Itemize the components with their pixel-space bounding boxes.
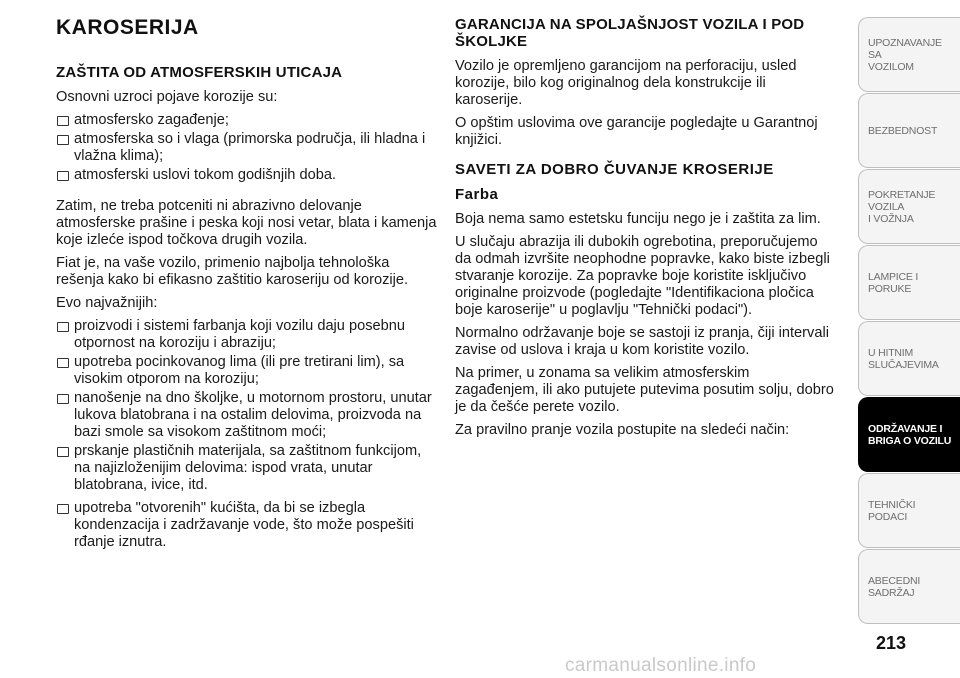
warranty-paragraph-1: Vozilo je opremljeno garancijom na perforaciju, usled korozije, bilo kog originalnog dela konstrukcije ili karoserije. (455, 58, 797, 108)
paint-paragraph-2: U slučaju abrazija ili dubokih ogrebotina, preporučujemo da odmah izvršite neophodne popravke, kako biste izbegli stvaranje korozije. Za popravke boje koristite isključivo originalne proizvode (pogledajte "Identifikaciona pločica boje karoserije" u poglavlju "Tehnički podaci"). (455, 234, 830, 318)
list-item: atmosferski uslovi tokom godišnjih doba. (56, 167, 438, 184)
section-heading-weather-protection: ZAŠTITA OD ATMOSFERSKIH UTICAJA (56, 64, 343, 81)
tab-upoznavanje-sa-vozilom[interactable] (858, 17, 960, 92)
tab-u-hitnim-slucajevima[interactable] (858, 321, 960, 396)
page-number: 213 (876, 633, 907, 653)
tab-tehnicki-podaci[interactable] (858, 473, 960, 548)
corrosion-causes-list (56, 112, 438, 184)
paint-paragraph-4: Na primer, u zonama sa velikim atmosferskim zagađenjem, ili ako putujete putevima posutim solju, dobro je da češće perete vozilo. (455, 365, 834, 415)
fiat-paragraph: Fiat je, na vaše vozilo, primenio najbolja tehnološka rešenja kako bi efikasno zaštitio karoseriju od korozije. (56, 255, 409, 288)
tab-abecedni-sadrzaj[interactable] (858, 549, 960, 624)
tab-label: ODRŽAVANJE I BRIGA O VOZILU (868, 422, 952, 447)
most-important-intro: Evo najvažnijih: (56, 295, 158, 311)
tab-label: ABECEDNI SADRŽAJ (868, 574, 921, 599)
tab-bezbednost[interactable] (858, 93, 960, 168)
watermark: carmanualsonline.info (565, 655, 757, 676)
corrosion-causes-intro: Osnovni uzroci pojave korozije su: (56, 89, 278, 105)
tab-pokretanje-vozila[interactable] (858, 169, 960, 244)
list-item: nanošenje na dno školjke, u motornom prostoru, unutar lukova blatobrana i na ostalim delovima, proizvoda na bazi smole sa visokom zaštitnom moći; (56, 390, 438, 441)
page-title: KAROSERIJA (56, 16, 199, 39)
protection-measures-list (56, 318, 438, 494)
paint-paragraph-5: Za pravilno pranje vozila postupite na sledeći način: (455, 422, 790, 438)
tab-lampice-i-poruke[interactable] (858, 245, 960, 320)
left-column (56, 16, 438, 557)
chapter-tabs (858, 17, 960, 625)
tab-label: UPOZNAVANJE SA VOZILOM (868, 36, 942, 73)
tab-label: U HITNIM SLUČAJEVIMA (868, 346, 939, 371)
tab-label: POKRETANJE VOZILA I VOŽNJA (868, 188, 936, 225)
list-item: atmosferska so i vlaga (primorska područja, ili hladna i vlažna klima); (56, 131, 438, 165)
list-item: upotreba "otvorenih" kućišta, da bi se izbegla kondenzacija i zadržavanje vode, što može pospešiti rđanje iznutra. (56, 500, 438, 551)
tab-label: TEHNIČKI PODACI (868, 498, 916, 523)
section-heading-body-care: SAVETI ZA DOBRO ČUVANJE KROSERIJE (455, 161, 774, 178)
tab-label: BEZBEDNOST (868, 124, 938, 137)
list-item: atmosfersko zagađenje; (56, 112, 438, 129)
list-item: prskanje plastičnih materijala, sa zaštitnom funkcijom, na najizloženijim delovima: ispod vrata, unutar blatobrana, ivice, itd. (56, 443, 438, 494)
list-item: upotreba pocinkovanog lima (ili pre tretirani lim), sa visokim otporom na koroziju; (56, 354, 438, 388)
tab-label: LAMPICE I PORUKE (868, 270, 919, 295)
subheading-paint: Farba (455, 186, 499, 203)
right-column (455, 16, 835, 445)
tab-odrzavanje-i-briga[interactable] (858, 397, 960, 472)
list-item: proizvodi i sistemi farbanja koji vozilu daju posebnu otpornost na koroziju i abraziju; (56, 318, 438, 352)
section-heading-warranty: GARANCIJA NA SPOLJAŠNJOST VOZILA I POD ŠKOLJKE (455, 16, 805, 50)
paint-paragraph-3: Normalno održavanje boje se sastoji iz pranja, čiji intervali zavise od uslova i kraja u kom koristite vozilo. (455, 325, 829, 358)
abrasion-paragraph: Zatim, ne treba potceniti ni abrazivno delovanje atmosferske prašine i peska koji nosi vetar, blata i kamenja koje izleće ispod točkova drugih vozila. (56, 198, 437, 248)
protection-measures-list-continued (56, 500, 438, 551)
paint-paragraph-1: Boja nema samo estetsku funciju nego je i zaštita za lim. (455, 211, 821, 227)
warranty-paragraph-2: O opštim uslovima ove garancije pogledajte u Garantnoj knjižici. (455, 115, 818, 148)
